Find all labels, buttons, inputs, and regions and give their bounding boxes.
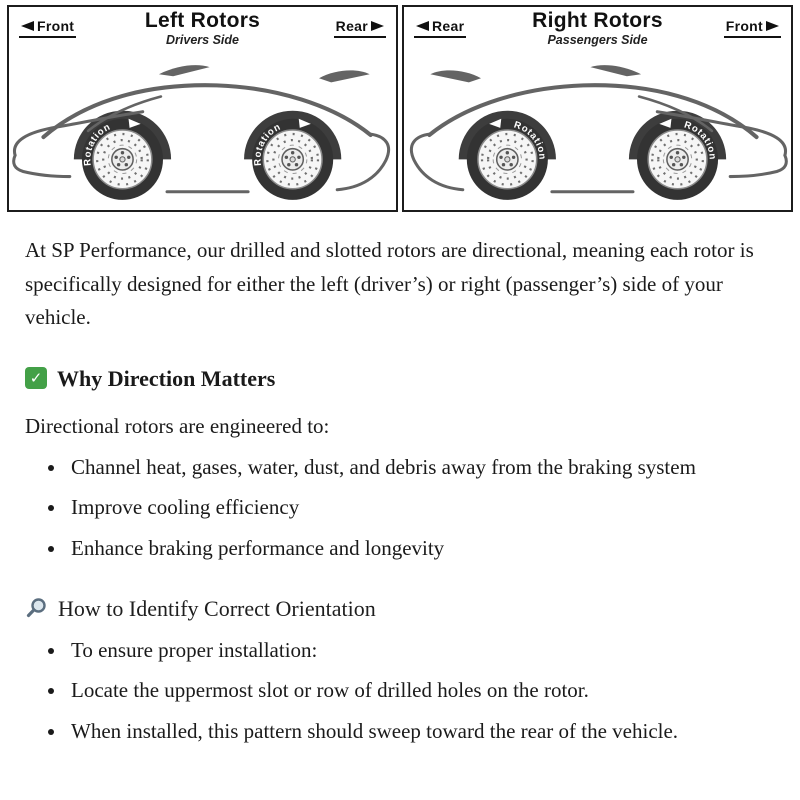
rotation-label: Rotation xyxy=(682,119,718,161)
rear-direction-label xyxy=(414,17,466,38)
section-heading-text: How to Identify Correct Orientation xyxy=(58,596,376,622)
direction-label-text: Front xyxy=(37,18,75,34)
rotation-label: Rotation xyxy=(252,121,283,167)
direction-label-text: Rear xyxy=(335,18,368,34)
check-icon: ✓ xyxy=(25,367,47,389)
panel-subtitle: Passengers Side xyxy=(547,33,648,48)
panel-title-block xyxy=(67,10,338,47)
right-rotors-panel xyxy=(402,5,793,212)
orientation-list xyxy=(25,634,775,749)
panel-title: Left Rotors xyxy=(144,9,261,32)
right-car-illustration xyxy=(404,56,791,210)
list-item: • Improve cooling efficiency xyxy=(67,491,775,525)
lead-text: Directional rotors are engineered to: xyxy=(25,413,330,438)
rotation-label: Rotation xyxy=(82,121,113,167)
why-direction-list xyxy=(25,451,775,566)
rear-direction-label xyxy=(334,17,386,38)
article-body xyxy=(0,212,800,765)
left-arrow-icon xyxy=(21,21,34,31)
list-item: • Locate the uppermost slot or row of drilled holes on the rotor. xyxy=(67,674,775,708)
rotation-label: Rotation xyxy=(512,119,548,161)
list-item: • Enhance braking performance and longevity xyxy=(67,532,775,566)
list-item: • Channel heat, gases, water, dust, and debris away from the braking system xyxy=(67,451,775,485)
why-direction-heading xyxy=(25,361,775,396)
left-arrow-icon xyxy=(416,21,429,31)
direction-label-text: Front xyxy=(725,18,763,34)
orientation-heading xyxy=(25,591,775,626)
rotor-direction-diagram xyxy=(0,0,800,212)
panel-header xyxy=(9,7,396,58)
list-item: • To ensure proper installation: xyxy=(67,634,775,668)
section-heading-text: Why Direction Matters xyxy=(57,365,276,391)
right-arrow-icon xyxy=(371,21,384,31)
intro-paragraph: At SP Performance, our drilled and slotted rotors are directional, meaning each rotor is specifically designed for either the left (driver’s) or right (passenger’s) side of your vehicle. xyxy=(25,237,754,330)
panel-subtitle: Drivers Side xyxy=(166,33,239,48)
left-car-illustration xyxy=(9,56,396,210)
panel-header xyxy=(404,7,791,58)
list-item: • When installed, this pattern should sweep toward the rear of the vehicle. xyxy=(67,715,775,749)
left-rotors-panel xyxy=(7,5,398,212)
panel-title: Right Rotors xyxy=(532,9,663,32)
panel-title-block xyxy=(462,10,733,47)
right-arrow-icon xyxy=(766,21,779,31)
magnifier-icon xyxy=(25,597,48,620)
direction-label-text: Rear xyxy=(432,18,465,34)
